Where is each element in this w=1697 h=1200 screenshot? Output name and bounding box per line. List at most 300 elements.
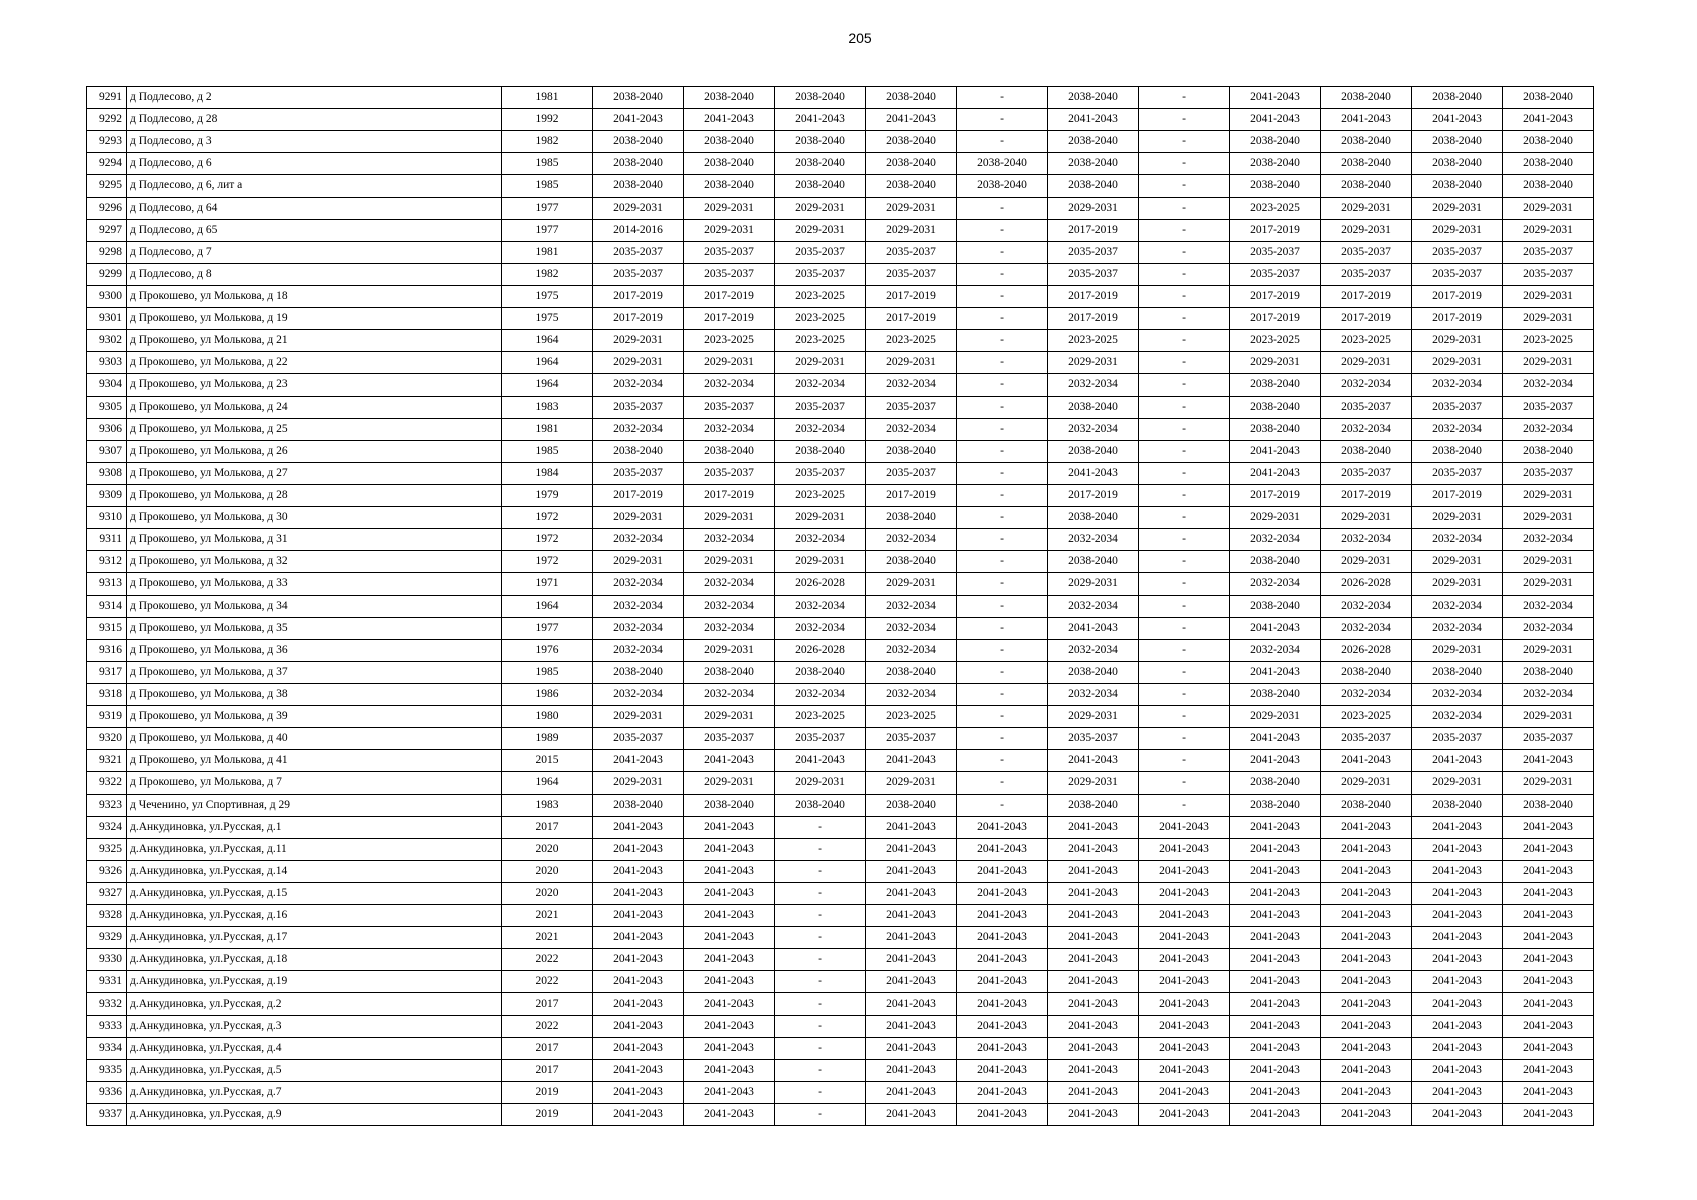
period-cell: - — [775, 993, 866, 1015]
address-cell: д.Анкудиновка, ул.Русская, д.5 — [127, 1059, 502, 1081]
period-cell: 2026-2028 — [1321, 639, 1412, 661]
year-cell: 1982 — [502, 263, 593, 285]
row-number-cell: 9310 — [87, 507, 127, 529]
period-cell: 2017-2019 — [1412, 484, 1503, 506]
period-cell: - — [1139, 683, 1230, 705]
table-row — [87, 87, 1594, 109]
period-cell: 2017-2019 — [1412, 308, 1503, 330]
address-cell: д Прокошево, ул Молькова, д 26 — [127, 440, 502, 462]
period-cell: 2041-2043 — [866, 1015, 957, 1037]
period-cell: 2041-2043 — [593, 109, 684, 131]
period-cell: 2032-2034 — [1230, 639, 1321, 661]
period-cell: 2035-2037 — [775, 462, 866, 484]
year-cell: 1977 — [502, 617, 593, 639]
period-cell: 2041-2043 — [1321, 1037, 1412, 1059]
period-cell: 2038-2040 — [1048, 87, 1139, 109]
period-cell: 2032-2034 — [684, 418, 775, 440]
address-cell: д Подлесово, д 28 — [127, 109, 502, 131]
table-row — [87, 794, 1594, 816]
year-cell: 1985 — [502, 175, 593, 197]
year-cell: 2022 — [502, 1015, 593, 1037]
year-cell: 1964 — [502, 374, 593, 396]
period-cell: 2032-2034 — [1412, 529, 1503, 551]
period-cell: 2038-2040 — [1503, 440, 1594, 462]
period-cell: 2041-2043 — [1230, 1059, 1321, 1081]
row-number-cell: 9316 — [87, 639, 127, 661]
period-cell: 2041-2043 — [1503, 109, 1594, 131]
period-cell: 2029-2031 — [866, 573, 957, 595]
row-number-cell: 9294 — [87, 153, 127, 175]
period-cell: - — [1139, 595, 1230, 617]
period-cell: 2038-2040 — [1048, 440, 1139, 462]
period-cell: 2035-2037 — [1230, 241, 1321, 263]
period-cell: 2029-2031 — [1412, 551, 1503, 573]
table-row — [87, 153, 1594, 175]
period-cell: 2038-2040 — [1412, 794, 1503, 816]
year-cell: 1981 — [502, 87, 593, 109]
period-cell: 2041-2043 — [957, 905, 1048, 927]
period-cell: 2041-2043 — [1321, 882, 1412, 904]
period-cell: 2041-2043 — [957, 1037, 1048, 1059]
period-cell: 2032-2034 — [1048, 529, 1139, 551]
period-cell: 2038-2040 — [1230, 153, 1321, 175]
period-cell: 2041-2043 — [684, 838, 775, 860]
year-cell: 1975 — [502, 285, 593, 307]
period-cell: 2041-2043 — [1412, 993, 1503, 1015]
period-cell: 2041-2043 — [593, 1081, 684, 1103]
period-cell: 2035-2037 — [1048, 728, 1139, 750]
row-number-cell: 9305 — [87, 396, 127, 418]
period-cell: 2035-2037 — [1321, 728, 1412, 750]
period-cell: 2026-2028 — [1321, 573, 1412, 595]
period-cell: - — [957, 285, 1048, 307]
period-cell: 2041-2043 — [1139, 949, 1230, 971]
period-cell: - — [1139, 750, 1230, 772]
period-cell: 2029-2031 — [1503, 219, 1594, 241]
period-cell: 2038-2040 — [866, 661, 957, 683]
table-row — [87, 993, 1594, 1015]
row-number-cell: 9331 — [87, 971, 127, 993]
period-cell: 2032-2034 — [775, 529, 866, 551]
period-cell: - — [957, 330, 1048, 352]
period-cell: 2035-2037 — [593, 241, 684, 263]
period-cell: 2038-2040 — [775, 440, 866, 462]
period-cell: 2029-2031 — [1230, 706, 1321, 728]
period-cell: 2041-2043 — [1503, 905, 1594, 927]
period-cell: 2041-2043 — [593, 927, 684, 949]
period-cell: 2041-2043 — [593, 816, 684, 838]
address-cell: д.Анкудиновка, ул.Русская, д.1 — [127, 816, 502, 838]
year-cell: 2022 — [502, 949, 593, 971]
period-cell: 2041-2043 — [1412, 1015, 1503, 1037]
period-cell: 2041-2043 — [1503, 750, 1594, 772]
period-cell: 2035-2037 — [1321, 263, 1412, 285]
period-cell: 2029-2031 — [593, 706, 684, 728]
period-cell: 2041-2043 — [1412, 816, 1503, 838]
period-cell: 2038-2040 — [866, 131, 957, 153]
period-cell: 2038-2040 — [866, 551, 957, 573]
period-cell: 2038-2040 — [593, 87, 684, 109]
period-cell: 2032-2034 — [684, 595, 775, 617]
year-cell: 2017 — [502, 1059, 593, 1081]
year-cell: 1972 — [502, 529, 593, 551]
period-cell: 2038-2040 — [1230, 683, 1321, 705]
period-cell: 2041-2043 — [866, 971, 957, 993]
period-cell: 2041-2043 — [866, 949, 957, 971]
table-row — [87, 1037, 1594, 1059]
period-cell: 2041-2043 — [1321, 1015, 1412, 1037]
address-cell: д Подлесово, д 2 — [127, 87, 502, 109]
period-cell: - — [957, 109, 1048, 131]
period-cell: 2032-2034 — [1412, 617, 1503, 639]
period-cell: 2029-2031 — [775, 551, 866, 573]
row-number-cell: 9336 — [87, 1081, 127, 1103]
row-number-cell: 9334 — [87, 1037, 127, 1059]
period-cell: 2029-2031 — [1503, 772, 1594, 794]
period-cell: 2041-2043 — [1503, 1037, 1594, 1059]
period-cell: - — [957, 484, 1048, 506]
period-cell: 2032-2034 — [593, 573, 684, 595]
period-cell: 2041-2043 — [1503, 838, 1594, 860]
period-cell: - — [957, 241, 1048, 263]
period-cell: 2041-2043 — [1048, 750, 1139, 772]
period-cell: - — [1139, 175, 1230, 197]
period-cell: - — [1139, 263, 1230, 285]
period-cell: 2041-2043 — [1321, 109, 1412, 131]
period-cell: 2017-2019 — [1048, 219, 1139, 241]
period-cell: 2029-2031 — [1321, 219, 1412, 241]
period-cell: 2041-2043 — [1048, 462, 1139, 484]
period-cell: 2032-2034 — [775, 418, 866, 440]
year-cell: 1975 — [502, 308, 593, 330]
period-cell: 2038-2040 — [775, 175, 866, 197]
period-cell: 2035-2037 — [1503, 396, 1594, 418]
period-cell: - — [1139, 219, 1230, 241]
period-cell: - — [775, 1059, 866, 1081]
period-cell: 2038-2040 — [1412, 440, 1503, 462]
row-number-cell: 9324 — [87, 816, 127, 838]
period-cell: 2041-2043 — [684, 905, 775, 927]
period-cell: 2032-2034 — [1048, 418, 1139, 440]
period-cell: - — [957, 794, 1048, 816]
period-cell: - — [1139, 374, 1230, 396]
year-cell: 1989 — [502, 728, 593, 750]
period-cell: 2041-2043 — [1230, 1015, 1321, 1037]
table-row — [87, 308, 1594, 330]
period-cell: 2041-2043 — [1048, 905, 1139, 927]
period-cell: 2038-2040 — [593, 661, 684, 683]
table-row — [87, 131, 1594, 153]
table-row — [87, 374, 1594, 396]
row-number-cell: 9300 — [87, 285, 127, 307]
row-number-cell: 9323 — [87, 794, 127, 816]
period-cell: 2023-2025 — [1503, 330, 1594, 352]
table-row — [87, 683, 1594, 705]
address-cell: д Прокошево, ул Молькова, д 33 — [127, 573, 502, 595]
period-cell: 2038-2040 — [775, 131, 866, 153]
period-cell: - — [957, 374, 1048, 396]
table-row — [87, 860, 1594, 882]
period-cell: 2032-2034 — [1321, 374, 1412, 396]
period-cell: 2038-2040 — [1503, 153, 1594, 175]
period-cell: 2038-2040 — [1321, 175, 1412, 197]
year-cell: 1964 — [502, 330, 593, 352]
period-cell: 2041-2043 — [1503, 1059, 1594, 1081]
period-cell: 2041-2043 — [1230, 462, 1321, 484]
period-cell: - — [775, 927, 866, 949]
period-cell: 2038-2040 — [593, 175, 684, 197]
period-cell: 2041-2043 — [1048, 1081, 1139, 1103]
address-cell: д.Анкудиновка, ул.Русская, д.17 — [127, 927, 502, 949]
row-number-cell: 9322 — [87, 772, 127, 794]
period-cell: 2041-2043 — [1230, 661, 1321, 683]
period-cell: 2041-2043 — [1139, 838, 1230, 860]
period-cell: 2041-2043 — [593, 949, 684, 971]
period-cell: 2032-2034 — [1412, 706, 1503, 728]
period-cell: 2041-2043 — [1321, 860, 1412, 882]
period-cell: 2038-2040 — [684, 131, 775, 153]
period-cell: 2032-2034 — [775, 374, 866, 396]
period-cell: 2029-2031 — [593, 551, 684, 573]
row-number-cell: 9309 — [87, 484, 127, 506]
table-row — [87, 197, 1594, 219]
address-cell: д Прокошево, ул Молькова, д 27 — [127, 462, 502, 484]
period-cell: 2029-2031 — [684, 772, 775, 794]
row-number-cell: 9335 — [87, 1059, 127, 1081]
row-number-cell: 9311 — [87, 529, 127, 551]
period-cell: 2032-2034 — [593, 639, 684, 661]
address-cell: д Прокошево, ул Молькова, д 25 — [127, 418, 502, 440]
period-cell: - — [957, 661, 1048, 683]
period-cell: 2023-2025 — [866, 706, 957, 728]
period-cell: 2029-2031 — [1412, 507, 1503, 529]
period-cell: - — [775, 905, 866, 927]
period-cell: 2038-2040 — [593, 794, 684, 816]
year-cell: 2020 — [502, 860, 593, 882]
table-row — [87, 507, 1594, 529]
period-cell: 2029-2031 — [775, 219, 866, 241]
period-cell: - — [1139, 706, 1230, 728]
address-cell: д Прокошево, ул Молькова, д 22 — [127, 352, 502, 374]
row-number-cell: 9330 — [87, 949, 127, 971]
period-cell: 2032-2034 — [866, 683, 957, 705]
period-cell: - — [1139, 507, 1230, 529]
period-cell: 2038-2040 — [1412, 131, 1503, 153]
period-cell: 2032-2034 — [775, 683, 866, 705]
period-cell: 2017-2019 — [593, 484, 684, 506]
period-cell: 2038-2040 — [1048, 153, 1139, 175]
period-cell: - — [1139, 529, 1230, 551]
period-cell: - — [957, 396, 1048, 418]
period-cell: 2038-2040 — [957, 153, 1048, 175]
row-number-cell: 9325 — [87, 838, 127, 860]
period-cell: 2041-2043 — [1048, 993, 1139, 1015]
period-cell: 2041-2043 — [684, 1104, 775, 1126]
period-cell: 2041-2043 — [1412, 1059, 1503, 1081]
row-number-cell: 9314 — [87, 595, 127, 617]
period-cell: 2041-2043 — [775, 750, 866, 772]
table-row — [87, 330, 1594, 352]
period-cell: - — [957, 197, 1048, 219]
period-cell: 2038-2040 — [866, 87, 957, 109]
period-cell: 2041-2043 — [1503, 816, 1594, 838]
address-cell: д.Анкудиновка, ул.Русская, д.3 — [127, 1015, 502, 1037]
period-cell: 2041-2043 — [1048, 816, 1139, 838]
period-cell: 2035-2037 — [593, 396, 684, 418]
period-cell: 2035-2037 — [1321, 241, 1412, 263]
period-cell: 2032-2034 — [593, 617, 684, 639]
period-cell: 2035-2037 — [866, 728, 957, 750]
period-cell: 2035-2037 — [866, 263, 957, 285]
period-cell: 2041-2043 — [1412, 838, 1503, 860]
period-cell: 2032-2034 — [866, 418, 957, 440]
table-row — [87, 219, 1594, 241]
period-cell: 2029-2031 — [866, 197, 957, 219]
period-cell: 2029-2031 — [1412, 352, 1503, 374]
period-cell: - — [957, 263, 1048, 285]
address-cell: д Подлесово, д 8 — [127, 263, 502, 285]
period-cell: 2032-2034 — [1412, 595, 1503, 617]
period-cell: 2023-2025 — [1230, 197, 1321, 219]
period-cell: 2017-2019 — [1321, 285, 1412, 307]
period-cell: 2041-2043 — [1048, 882, 1139, 904]
period-cell: 2041-2043 — [1321, 993, 1412, 1015]
table-row — [87, 838, 1594, 860]
period-cell: - — [775, 882, 866, 904]
period-cell: 2041-2043 — [1412, 971, 1503, 993]
year-cell: 2019 — [502, 1081, 593, 1103]
address-cell: д Прокошево, ул Молькова, д 37 — [127, 661, 502, 683]
table-row — [87, 617, 1594, 639]
period-cell: 2041-2043 — [684, 882, 775, 904]
period-cell: 2041-2043 — [866, 816, 957, 838]
period-cell: 2017-2019 — [1230, 484, 1321, 506]
period-cell: - — [775, 1037, 866, 1059]
period-cell: 2041-2043 — [1321, 949, 1412, 971]
table-row — [87, 750, 1594, 772]
year-cell: 2020 — [502, 838, 593, 860]
period-cell: - — [957, 440, 1048, 462]
year-cell: 1982 — [502, 131, 593, 153]
period-cell: 2041-2043 — [866, 860, 957, 882]
table-row — [87, 1081, 1594, 1103]
period-cell: 2041-2043 — [1230, 87, 1321, 109]
period-cell: 2041-2043 — [1230, 440, 1321, 462]
period-cell: 2041-2043 — [1503, 1081, 1594, 1103]
period-cell: 2041-2043 — [1412, 1037, 1503, 1059]
period-cell: 2035-2037 — [1503, 241, 1594, 263]
period-cell: 2029-2031 — [1230, 352, 1321, 374]
row-number-cell: 9317 — [87, 661, 127, 683]
address-cell: д.Анкудиновка, ул.Русская, д.16 — [127, 905, 502, 927]
row-number-cell: 9321 — [87, 750, 127, 772]
period-cell: 2032-2034 — [1048, 595, 1139, 617]
table-row — [87, 1104, 1594, 1126]
period-cell: 2029-2031 — [1412, 639, 1503, 661]
year-cell: 1981 — [502, 241, 593, 263]
period-cell: 2041-2043 — [1412, 882, 1503, 904]
table-row — [87, 175, 1594, 197]
table-row — [87, 728, 1594, 750]
period-cell: 2041-2043 — [1048, 927, 1139, 949]
period-cell: 2041-2043 — [957, 1081, 1048, 1103]
period-cell: 2023-2025 — [866, 330, 957, 352]
period-cell: 2017-2019 — [1321, 484, 1412, 506]
period-cell: 2041-2043 — [684, 971, 775, 993]
year-cell: 2019 — [502, 1104, 593, 1126]
year-cell: 1985 — [502, 440, 593, 462]
period-cell: 2029-2031 — [1503, 197, 1594, 219]
period-cell: 2038-2040 — [593, 131, 684, 153]
row-number-cell: 9308 — [87, 462, 127, 484]
row-number-cell: 9328 — [87, 905, 127, 927]
period-cell: 2041-2043 — [1412, 905, 1503, 927]
table-row — [87, 595, 1594, 617]
period-cell: 2032-2034 — [1321, 529, 1412, 551]
period-cell: 2017-2019 — [866, 308, 957, 330]
year-cell: 1977 — [502, 197, 593, 219]
period-cell: 2041-2043 — [1321, 971, 1412, 993]
period-cell: - — [1139, 462, 1230, 484]
period-cell: 2041-2043 — [593, 860, 684, 882]
period-cell: 2032-2034 — [1503, 595, 1594, 617]
period-cell: 2041-2043 — [684, 1081, 775, 1103]
period-cell: 2038-2040 — [1048, 661, 1139, 683]
period-cell: - — [1139, 639, 1230, 661]
period-cell: - — [957, 750, 1048, 772]
period-cell: 2023-2025 — [1321, 330, 1412, 352]
address-cell: д.Анкудиновка, ул.Русская, д.19 — [127, 971, 502, 993]
period-cell: 2038-2040 — [1412, 661, 1503, 683]
address-cell: д Подлесово, д 65 — [127, 219, 502, 241]
period-cell: - — [1139, 241, 1230, 263]
address-cell: д Прокошево, ул Молькова, д 24 — [127, 396, 502, 418]
period-cell: 2041-2043 — [1139, 1081, 1230, 1103]
table-body — [87, 87, 1594, 1126]
period-cell: 2038-2040 — [1321, 153, 1412, 175]
period-cell: 2041-2043 — [593, 838, 684, 860]
year-cell: 2017 — [502, 816, 593, 838]
period-cell: 2032-2034 — [684, 529, 775, 551]
period-cell: 2041-2043 — [1139, 1104, 1230, 1126]
row-number-cell: 9293 — [87, 131, 127, 153]
period-cell: 2038-2040 — [1048, 396, 1139, 418]
year-cell: 1981 — [502, 418, 593, 440]
period-cell: 2032-2034 — [1503, 418, 1594, 440]
row-number-cell: 9332 — [87, 993, 127, 1015]
period-cell: 2032-2034 — [866, 529, 957, 551]
period-cell: 2041-2043 — [866, 750, 957, 772]
period-cell: 2038-2040 — [775, 661, 866, 683]
period-cell: 2032-2034 — [1230, 529, 1321, 551]
period-cell: 2032-2034 — [593, 374, 684, 396]
period-cell: 2032-2034 — [775, 595, 866, 617]
period-cell: 2032-2034 — [866, 374, 957, 396]
period-cell: 2017-2019 — [684, 285, 775, 307]
table-row — [87, 949, 1594, 971]
table-row — [87, 352, 1594, 374]
period-cell: 2029-2031 — [1412, 219, 1503, 241]
period-cell: 2035-2037 — [775, 263, 866, 285]
period-cell: 2041-2043 — [1048, 949, 1139, 971]
period-cell: 2038-2040 — [1230, 131, 1321, 153]
period-cell: - — [1139, 285, 1230, 307]
period-cell: 2035-2037 — [1503, 728, 1594, 750]
period-cell: - — [957, 706, 1048, 728]
period-cell: 2038-2040 — [866, 153, 957, 175]
period-cell: 2038-2040 — [1230, 418, 1321, 440]
table-row — [87, 109, 1594, 131]
